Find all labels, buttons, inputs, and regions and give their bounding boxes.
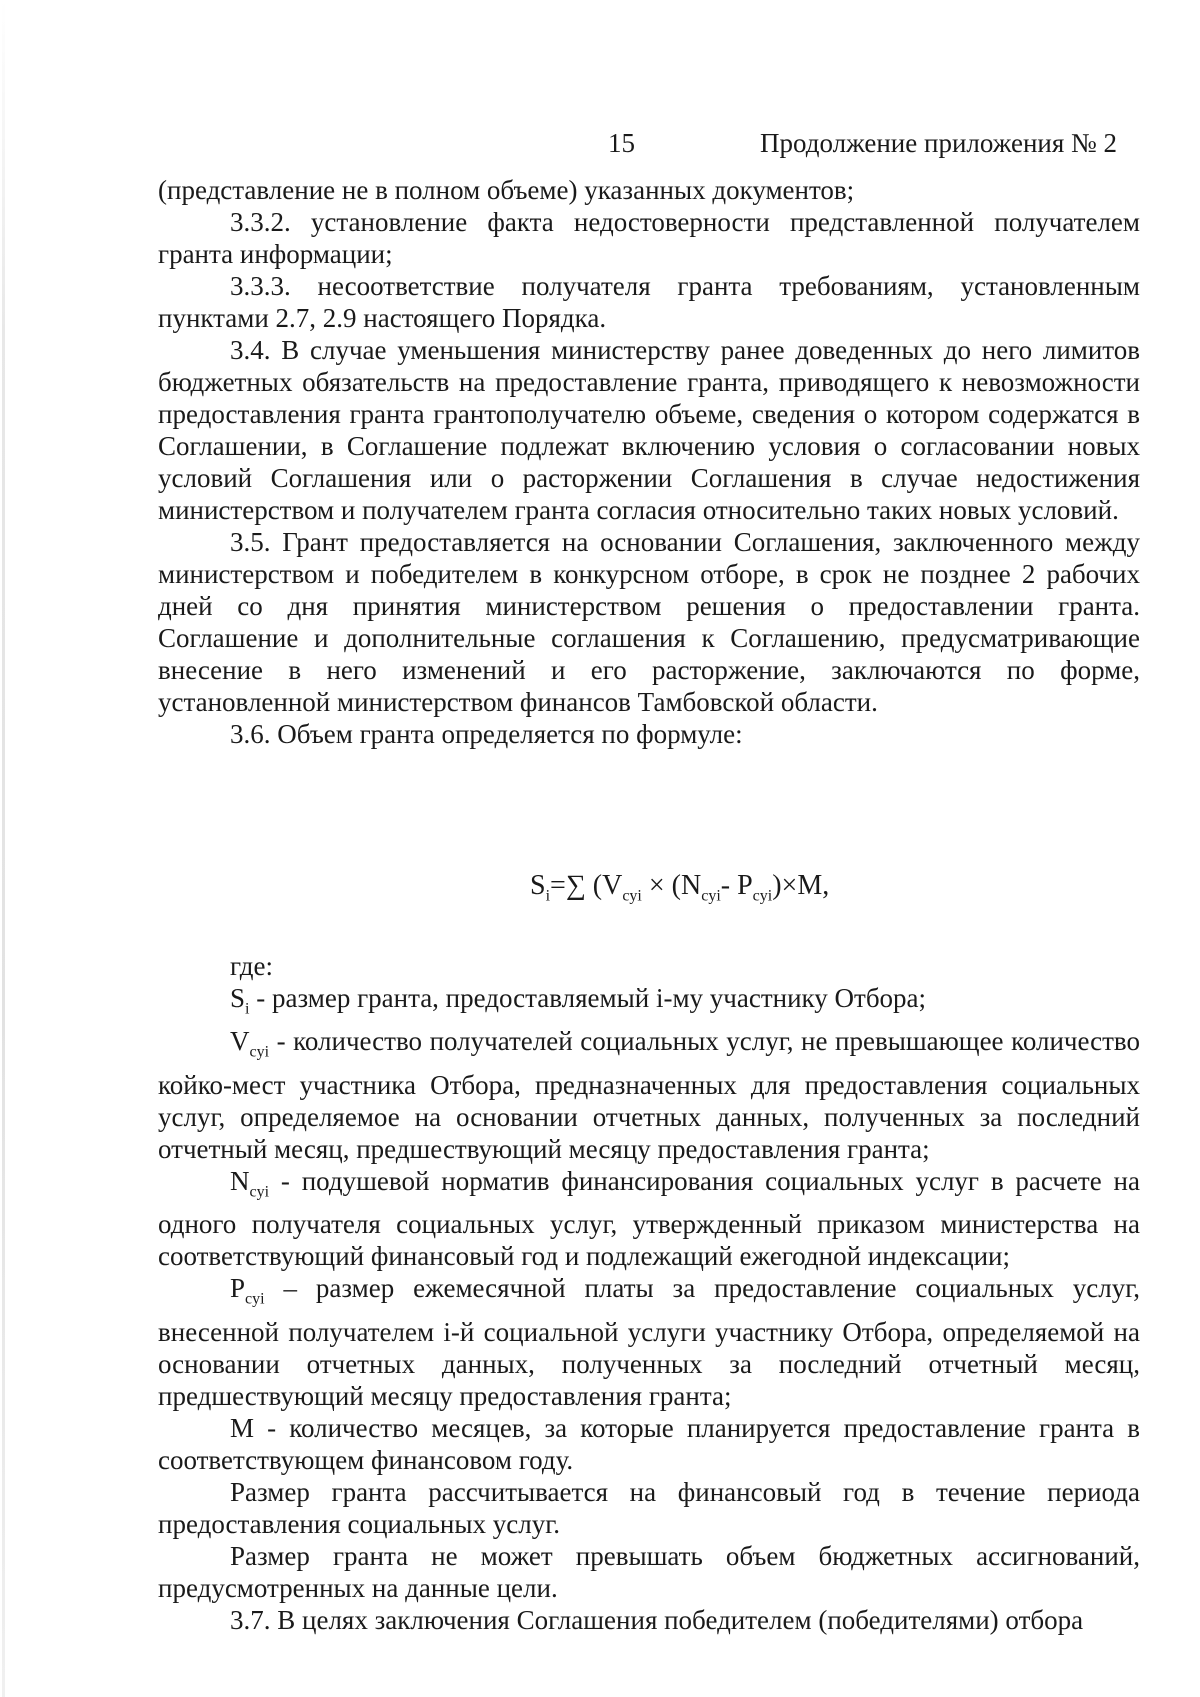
- def-n-symbol: N: [230, 1165, 250, 1196]
- def-v-symbol: V: [230, 1026, 250, 1057]
- grant-formula: [530, 870, 829, 906]
- paragraph-3-3-2: 3.3.2. установление факта недостоверности представленной получателем гранта информации;: [158, 207, 1140, 269]
- paragraph-3-3-3: 3.3.3. несоответствие получателя гранта требованиям, установленным пунктами 2.7, 2.9 настоящего Порядка.: [158, 271, 1140, 333]
- paragraph-3-5: 3.5. Грант предоставляется на основании Соглашения, заключенного между министерством и победителем в конкурсном отборе, в срок не позднее 2 рабочих дней со дня принятия министерством решения о предоставлении гранта. Соглашение и дополнительные соглашения к Соглашению, предусматривающие внесение в него изменений и его расторжение, заключаются по форме, установленной министерством финансов Тамбовской области.: [158, 527, 1140, 717]
- formula-s-sub: i: [545, 887, 551, 905]
- definition-p: [158, 1272, 1140, 1411]
- page-number: 15: [608, 128, 635, 158]
- def-p-symbol: P: [230, 1273, 246, 1304]
- appendix-continuation-label: Продолжение приложения № 2: [760, 128, 1118, 158]
- scan-edge-shadow: [2, 0, 5, 1697]
- def-p-sub: cyi: [245, 1290, 265, 1308]
- def-s-symbol: S: [230, 983, 246, 1013]
- paragraph-grant-limit: Размер гранта не может превышать объем бюджетных ассигнований, предусмотренных на данные цели.: [158, 1540, 1140, 1603]
- paragraph-3-7: 3.7. В целях заключения Соглашения победителем (победителями) отбора: [230, 1604, 1084, 1635]
- formula-times-n: × (N: [641, 870, 702, 901]
- definition-s: [158, 982, 1140, 1025]
- def-v-sub: cyi: [249, 1043, 270, 1061]
- formula-sum: =∑ (V: [550, 870, 623, 901]
- def-n-text: - подушевой норматив финансирования социальных услуг в расчете на одного получателя социальных услуг, утвержденный приказом министерства на соответствующий финансовый год и подлежащий ежегодной индексации;: [158, 1165, 1140, 1272]
- body-text-upper: [158, 174, 1140, 750]
- paragraph-docs-incomplete: (представление не в полном объеме) указанных документов;: [158, 175, 855, 205]
- definition-v: [158, 1025, 1140, 1164]
- formula-minus-p: - P: [720, 870, 753, 901]
- paragraph-3-4: 3.4. В случае уменьшения министерству ранее доведенных до него лимитов бюджетных обязательств на предоставление гранта, приводящего к невозможности предоставления гранта грантополучателю объеме, сведения о котором содержатся в Соглашении, в Соглашение подлежат включению условия о согласовании новых условий Соглашения или о расторжении Соглашения в случае недостижения министерством и получателем гранта согласия относительно таких новых условий.: [158, 335, 1140, 525]
- formula-v-sub: cyi: [622, 887, 642, 905]
- def-s-sub: i: [245, 1000, 250, 1018]
- formula-s: S: [530, 870, 546, 901]
- formula-p-sub: cyi: [752, 887, 773, 905]
- def-s-text: - размер гранта, предоставляемый i-му участнику Отбора;: [249, 983, 927, 1013]
- paragraph-grant-period: Размер гранта рассчитывается на финансовый год в течение периода предоставления социальных услуг.: [158, 1476, 1140, 1539]
- def-v-text: - количество получателей социальных услуг, не превышающее количество койко-мест участника Отбора, предназначенных для предоставления социальных услуг, определяемое на основании отчетных данных, полученных за последний отчетный месяц, предшествующий месяцу предоставления гранта;: [158, 1026, 1140, 1164]
- paragraph-3-6: 3.6. Объем гранта определяется по формуле:: [230, 719, 743, 749]
- definitions-where: где:: [230, 951, 273, 981]
- definition-n: [158, 1165, 1140, 1272]
- formula-n-sub: cyi: [701, 887, 721, 905]
- def-n-sub: cyi: [249, 1183, 270, 1201]
- def-p-text: – размер ежемесячной платы за предоставление социальных услуг, внесенной получателем i-й социальной услуги участнику Отбора, определяемой на основании отчетных данных, полученных за последний отчетный месяц, предшествующий месяцу предоставления гранта;: [158, 1273, 1140, 1411]
- formula-definitions: [158, 950, 1140, 1636]
- definition-m: М - количество месяцев, за которые планируется предоставление гранта в соответствующем финансовом году.: [158, 1412, 1140, 1475]
- formula-tail: )×M,: [772, 870, 830, 901]
